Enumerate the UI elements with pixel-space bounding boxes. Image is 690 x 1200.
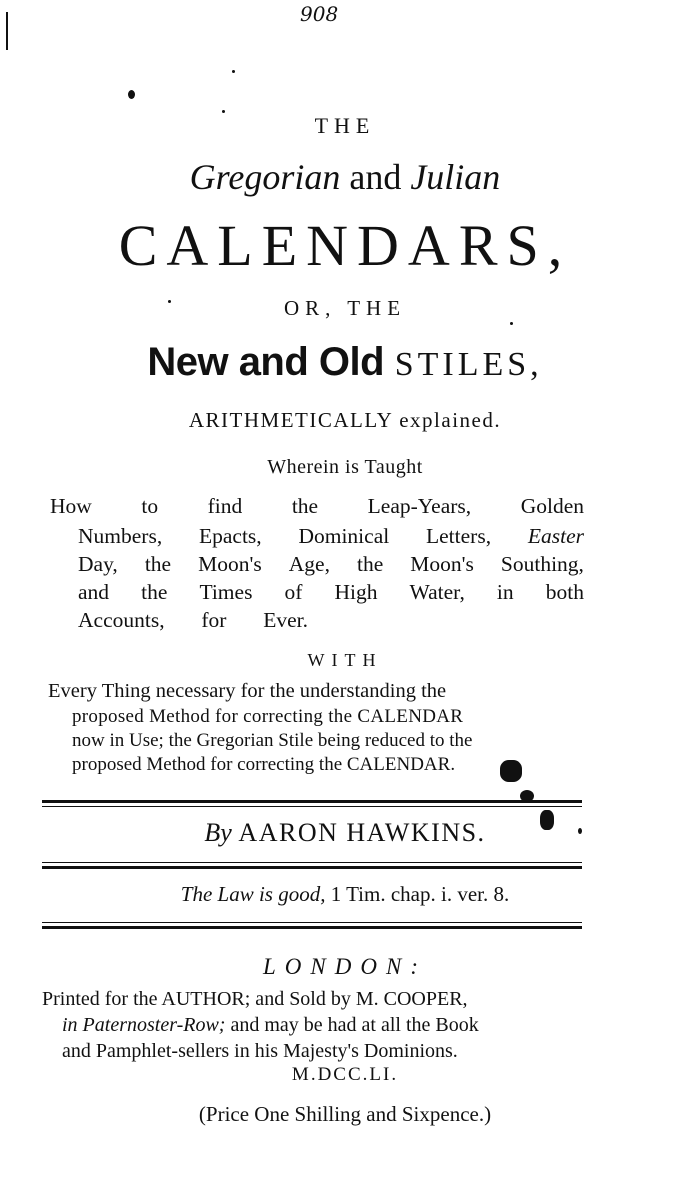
- contents-line: [78, 552, 584, 577]
- contents-intro: Wherein is Taught: [267, 456, 423, 478]
- rule-thin: [42, 806, 582, 807]
- word: the: [291, 494, 319, 518]
- word: for: [201, 608, 227, 632]
- title-and: and: [349, 157, 402, 197]
- title-new-and-old: New and Old: [147, 340, 385, 384]
- rule-thick: [42, 800, 582, 803]
- with-line: proposed Method for correcting the CALENDAR: [72, 706, 464, 727]
- contents-line: [78, 524, 584, 549]
- contents-line: [50, 494, 584, 519]
- word: to: [141, 494, 159, 518]
- rule-thin: [42, 922, 582, 923]
- word: Numbers,: [78, 524, 163, 548]
- shelfmark: 908: [300, 2, 339, 26]
- word: Letters,: [426, 524, 492, 548]
- word: Southing,: [500, 552, 584, 576]
- ink-speck: [510, 322, 513, 325]
- imprint-paternoster: in Paternoster-Row;: [62, 1014, 226, 1036]
- rule-thick: [42, 866, 582, 869]
- imprint-line-1: Printed for the AUTHOR; and Sold by M. COOPER,: [42, 988, 468, 1010]
- ink-blot: [500, 760, 522, 782]
- word: find: [207, 494, 243, 518]
- price: (Price One Shilling and Sixpence.): [198, 1102, 492, 1126]
- title-gregorian: Gregorian: [189, 157, 341, 197]
- motto-quote: The Law is good,: [180, 882, 326, 906]
- word: and: [78, 580, 110, 604]
- author-name: AARON HAWKINS.: [238, 818, 486, 847]
- motto: [0, 882, 690, 907]
- word: Age,: [288, 552, 330, 576]
- contents-line: [78, 608, 308, 633]
- word: the: [144, 552, 172, 576]
- ink-speck: [128, 90, 135, 99]
- word: the: [141, 580, 168, 604]
- word: Water,: [409, 580, 465, 604]
- word: the: [356, 552, 384, 576]
- word: Golden: [520, 494, 584, 518]
- word: Day,: [78, 552, 118, 576]
- word: How: [50, 494, 92, 518]
- word: Dominical: [298, 524, 390, 548]
- rule-thin: [42, 862, 582, 863]
- imprint-line-2-rest: and may be had at all the Book: [230, 1014, 479, 1036]
- word: Moon's: [410, 552, 474, 576]
- with-label: WITH: [307, 650, 383, 670]
- word: Accounts,: [78, 608, 165, 632]
- word: of: [284, 580, 303, 604]
- imprint-line-3: and Pamphlet-sellers in his Majesty's Dominions.: [62, 1040, 458, 1062]
- imprint-date: M.DCC.LI.: [291, 1064, 399, 1085]
- word: in: [496, 580, 514, 604]
- word: Easter: [527, 524, 584, 548]
- word: High: [334, 580, 378, 604]
- contents-line: [78, 580, 584, 605]
- title-new-old-stiles: [0, 340, 690, 385]
- with-line: Every Thing necessary for the understanding the: [48, 680, 447, 702]
- imprint-line-2: [62, 1014, 479, 1037]
- with-line: now in Use; the Gregorian Stile being reduced to the: [72, 730, 473, 751]
- word: Moon's: [198, 552, 262, 576]
- page-edge-mark: [6, 12, 8, 50]
- title-julian: Julian: [410, 157, 501, 197]
- title-gregorian-julian: [0, 156, 690, 198]
- imprint-city: LONDON:: [263, 954, 427, 979]
- author-byline: [0, 818, 690, 848]
- rule-thick: [42, 926, 582, 929]
- title-or-the: OR, THE: [283, 296, 407, 320]
- ink-speck: [232, 70, 235, 73]
- title-stiles: STILES,: [394, 346, 543, 383]
- title-the: THE: [314, 113, 376, 138]
- word: Leap-Years,: [367, 494, 472, 518]
- motto-reference: 1 Tim. chap. i. ver. 8.: [330, 882, 510, 906]
- subtitle-arithmetically: ARITHMETICALLY explained.: [188, 408, 502, 432]
- word: Ever.: [263, 608, 308, 632]
- word: both: [545, 580, 584, 604]
- author-by: By: [204, 818, 232, 847]
- word: Epacts,: [198, 524, 262, 548]
- word: Times: [199, 580, 253, 604]
- with-line: proposed Method for correcting the CALENDAR.: [72, 754, 456, 775]
- title-calendars: CALENDARS,: [118, 213, 572, 278]
